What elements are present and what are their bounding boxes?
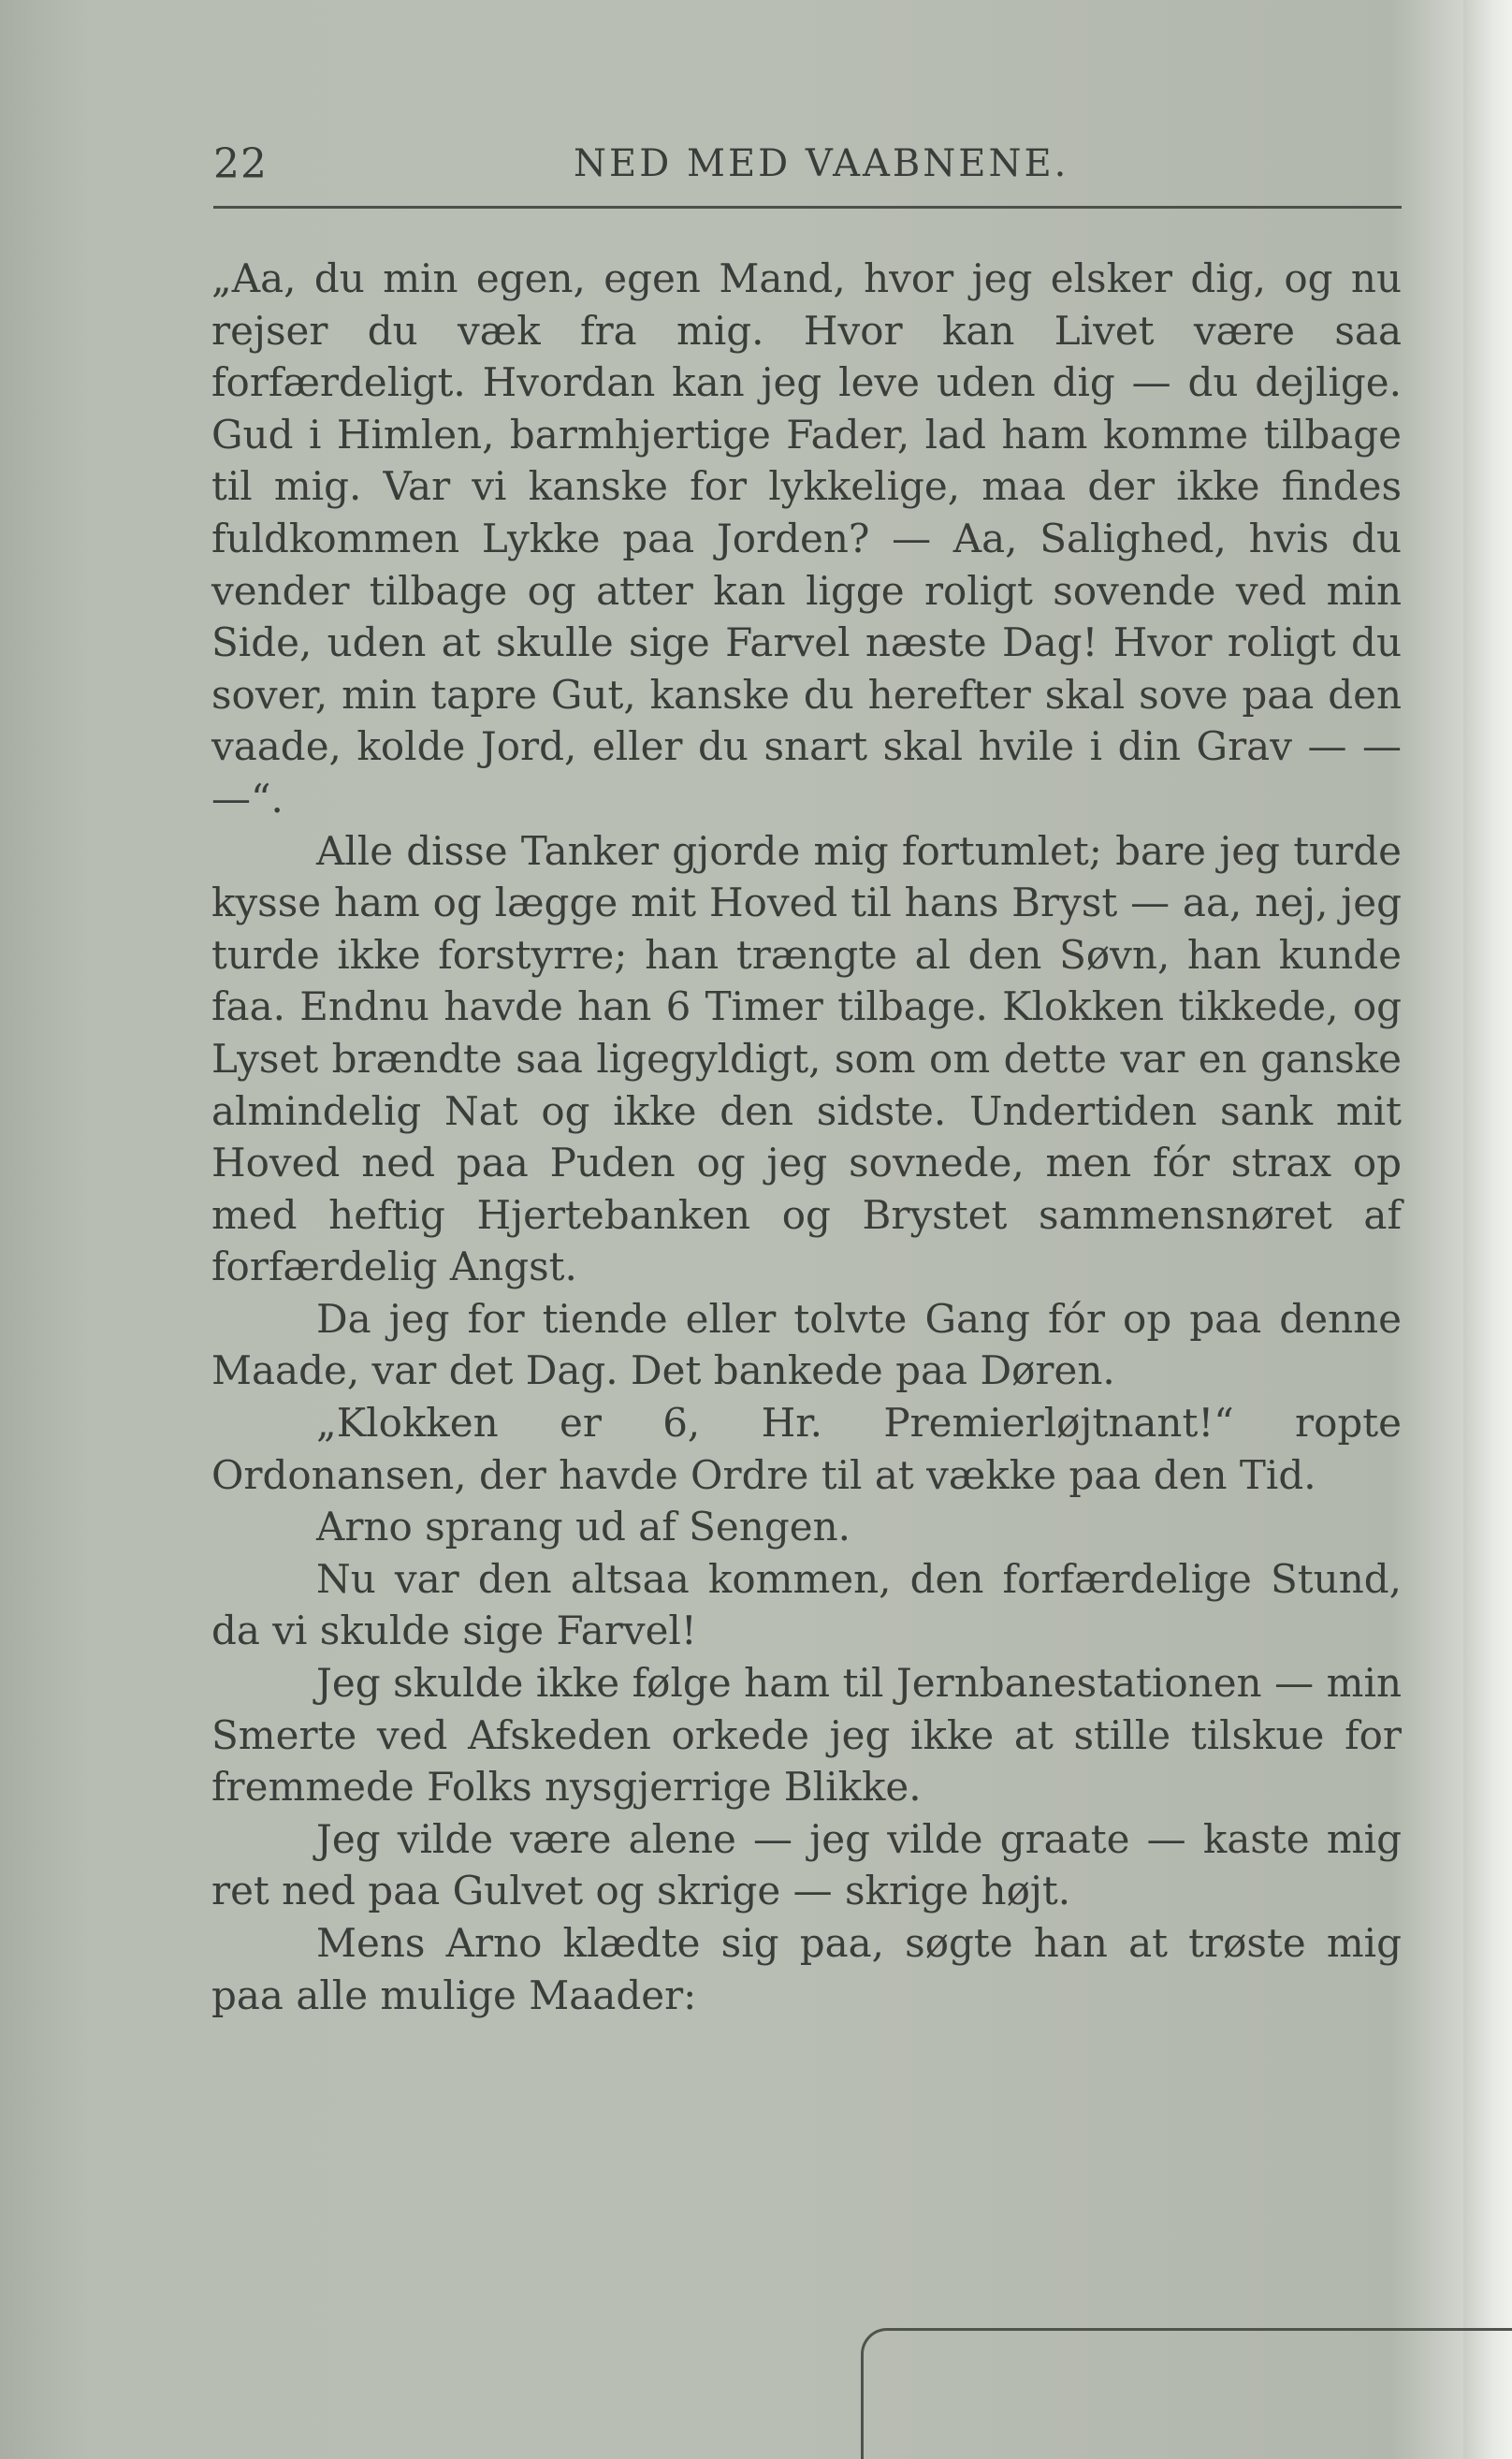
paragraph: Da jeg for tiende eller tolvte Gang fór op paa denne Maade, var det Dag. Det bankede paa Døren. [211, 1295, 1402, 1394]
header-rule [213, 206, 1402, 209]
library-stamp-outline [861, 2328, 1512, 2459]
paragraph: Arno sprang ud af Sengen. [316, 1504, 850, 1550]
paragraph: Alle disse Tanker gjorde mig fortumlet; bare jeg turde kysse ham og lægge mit Hoved til hans Bryst — aa, nej, jeg turde ikke forstyrre; han trængte al den Søvn, han kunde faa. Endnu havde han 6 Timer tilbage. Klokken tikkede, og Lyset brændte saa ligegyldigt, som om dette var en ganske almindelig Nat og ikke den sidste. Undertiden sank mit Hoved ned paa Puden og jeg sovnede, men fór strax op med heftig Hjertebanken og Brystet sammensnøret af forfærdelig Angst. [211, 827, 1402, 1290]
running-head: NED MED VAABNENE. [574, 142, 1069, 185]
body-text [211, 253, 1402, 2021]
paragraph: „Aa, du min egen, egen Mand, hvor jeg elsker dig, og nu rejser du væk fra mig. Hvor kan Livet være saa forfærdeligt. Hvordan kan jeg leve uden dig — du dejlige. Gud i Himlen, barmhjertige Fader, lad ham komme tilbage til mig. Var vi kanske for lykkelige, maa der ikke findes fuldkommen Lykke paa Jorden? — Aa, Salighed, hvis du vender tilbage og atter kan ligge roligt sovende ved min Side, uden at skulle sige Farvel næste Dag! Hvor roligt du sover, min tapre Gut, kanske du herefter skal sove paa den vaade, kolde Jord, eller du snart skal hvile i din Grav — — —“. [211, 255, 1402, 822]
paragraph: „Klokken er 6, Hr. Premierløjtnant!“ ropte Ordonansen, der havde Ordre til at vække paa den Tid. [211, 1400, 1402, 1498]
page-number: 22 [213, 140, 268, 188]
paragraph: Jeg skulde ikke følge ham til Jernbanestationen — min Smerte ved Afskeden orkede jeg ikke at stille tilskue for fremmede Folks nysgjerrige Blikke. [211, 1660, 1402, 1811]
page-edge [1463, 0, 1512, 2459]
paragraph: Jeg vilde være alene — jeg vilde graate — kaste mig ret ned paa Gulvet og skrige — skrige højt. [211, 1815, 1402, 1914]
paragraph: Mens Arno klædte sig paa, søgte han at trøste mig paa alle mulige Maader: [211, 1920, 1402, 2018]
page-header [213, 140, 1402, 200]
paragraph: Nu var den altsaa kommen, den forfærdelige Stund, da vi skulde sige Farvel! [211, 1555, 1402, 1654]
